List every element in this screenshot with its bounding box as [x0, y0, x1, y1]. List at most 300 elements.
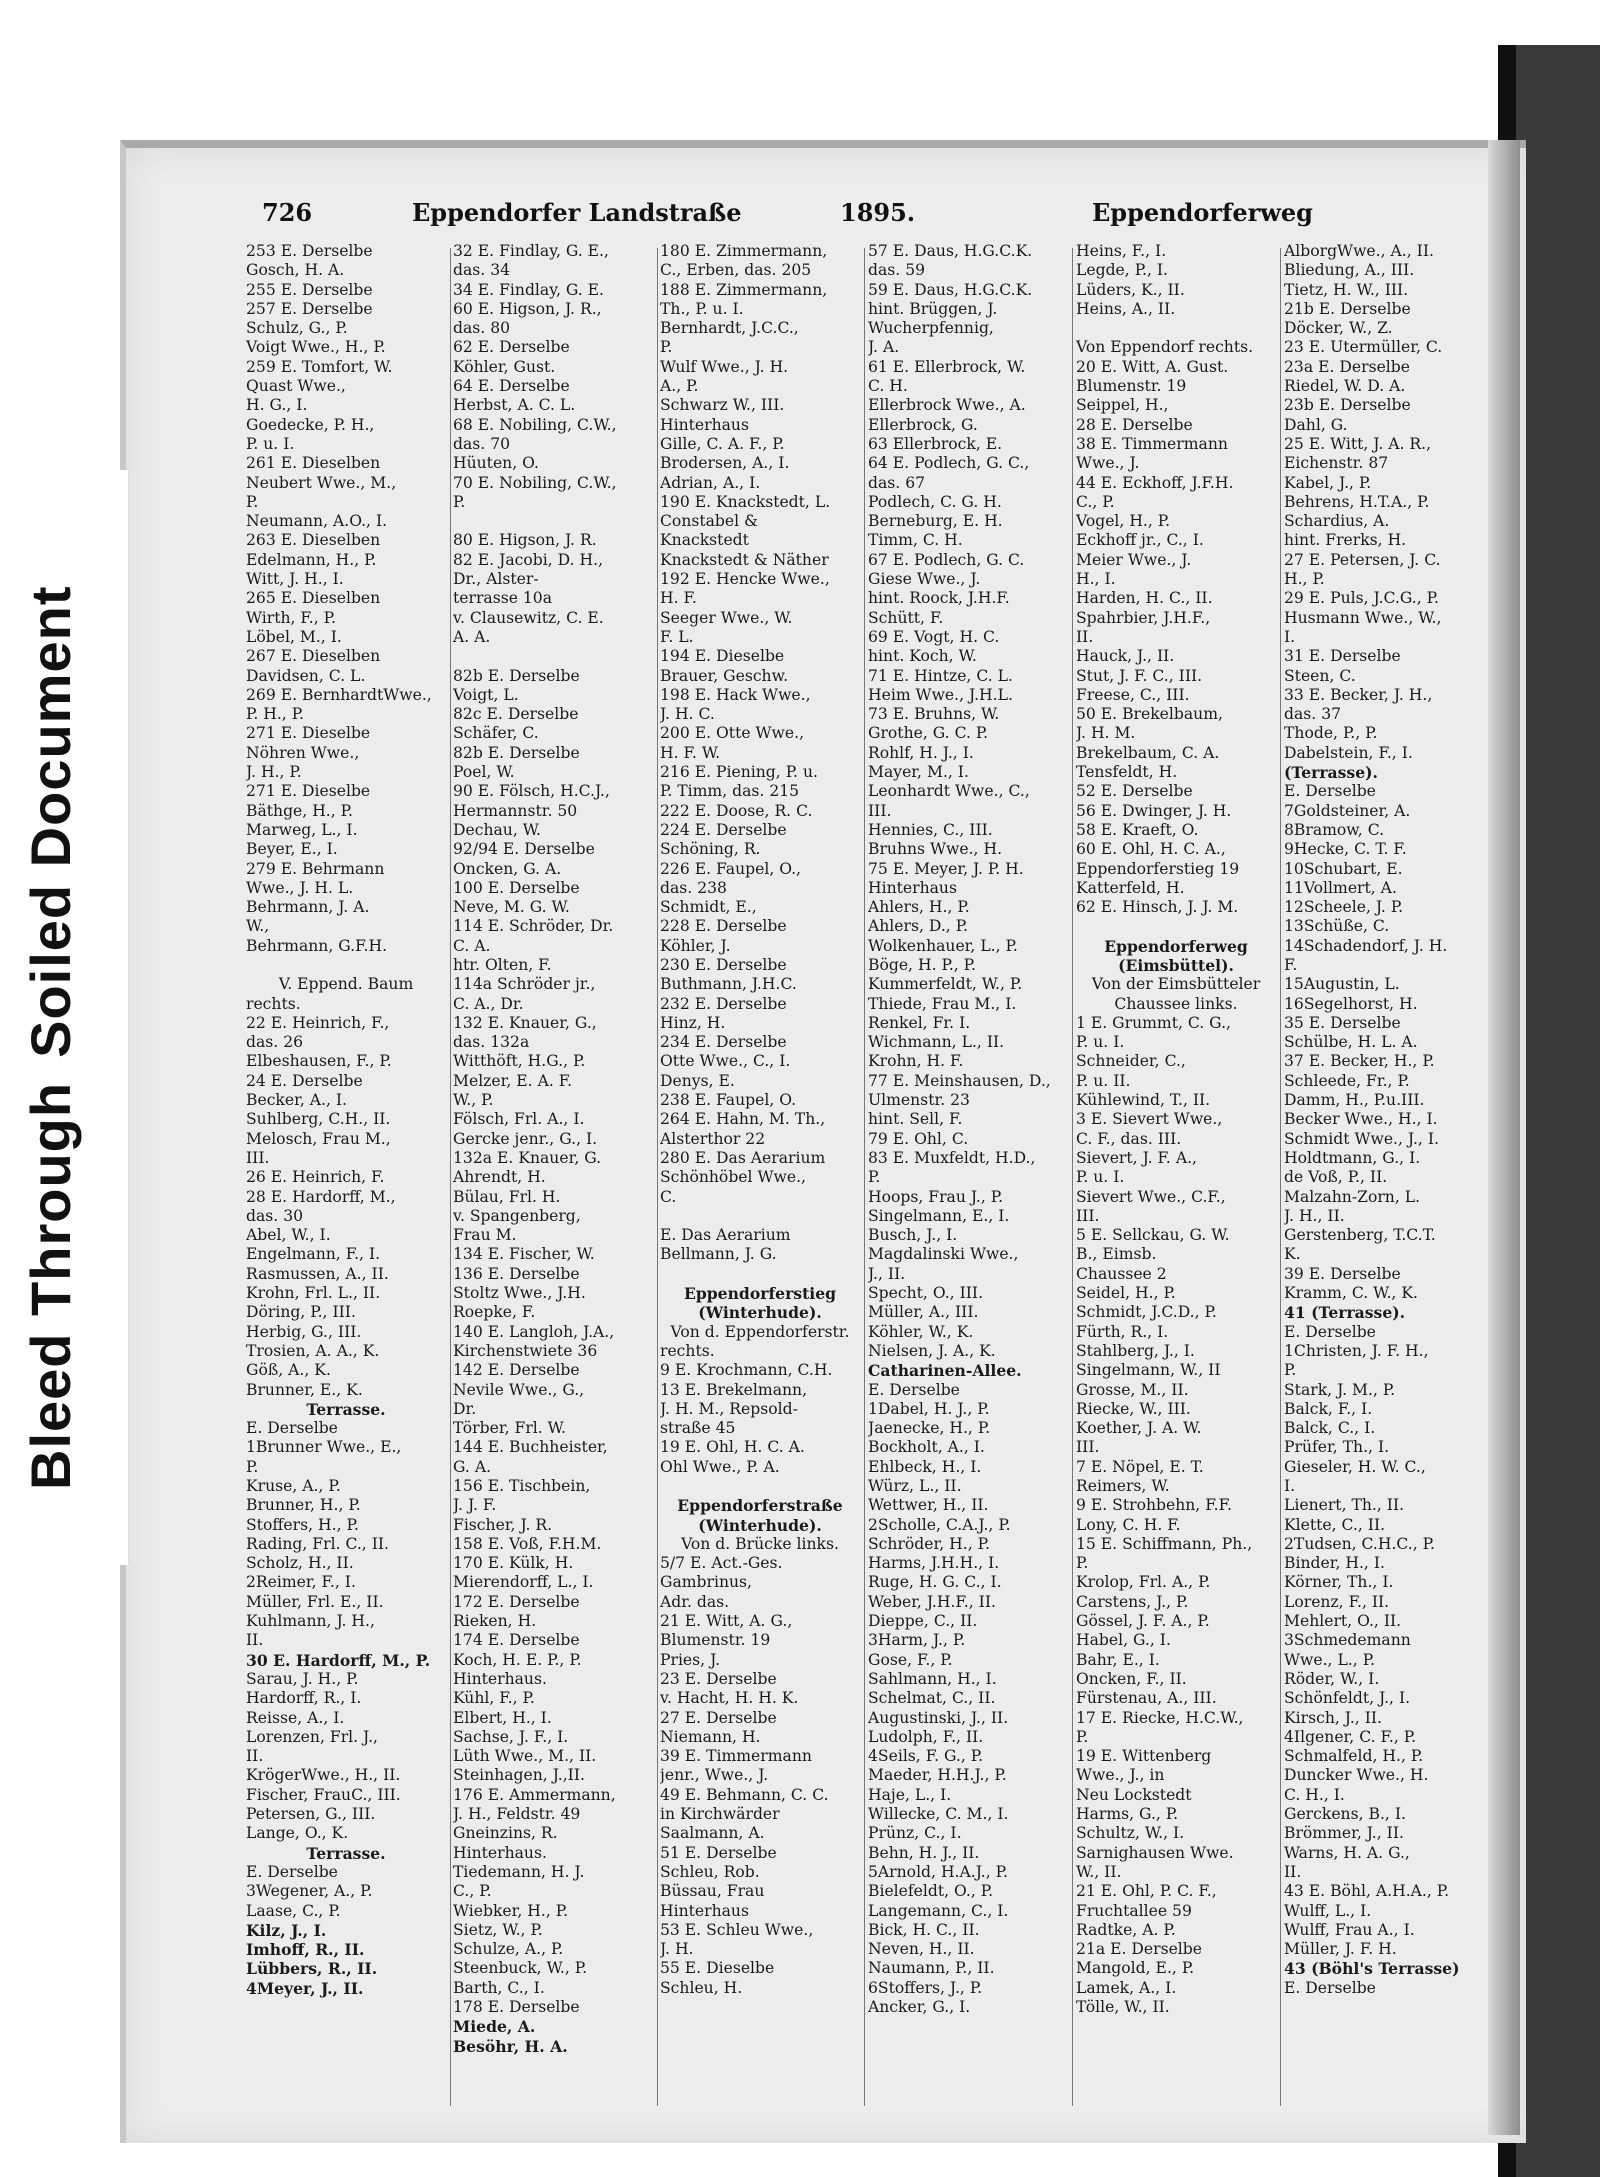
directory-entry: Hinz, H. [660, 1013, 726, 1032]
directory-entry: Schöning, R. [660, 840, 761, 859]
directory-entry: Wwe., J. H. L. [246, 878, 354, 897]
directory-entry: Katterfeld, H. [1076, 878, 1185, 897]
left-running-title: Eppendorfer Landstraße [412, 198, 742, 227]
directory-entry: Bruhns Wwe., H. [868, 840, 1003, 859]
directory-entry: 230 E. Derselbe [660, 955, 787, 974]
directory-entry: Prüfer, Th., I. [1284, 1438, 1390, 1457]
directory-entry [453, 512, 653, 531]
directory-entry: H. F. W. [660, 743, 721, 762]
directory-entry: P. [1076, 1727, 1089, 1746]
directory-entry: Busch, J., I. [868, 1226, 958, 1245]
directory-entry: Legde, P., I. [1076, 261, 1169, 280]
directory-entry: 39 E. Derselbe [1284, 1264, 1401, 1283]
directory-entry: Wettwer, H., II. [868, 1496, 989, 1515]
directory-entry: Niemann, H. [660, 1727, 761, 1746]
directory-entry: Chaussee 2 [1076, 1264, 1167, 1283]
directory-entry: Neve, M. G. W. [453, 898, 570, 917]
directory-entry: 52 E. Derselbe [1076, 782, 1193, 801]
directory-entry: 62 E. Derselbe [453, 338, 570, 357]
directory-entry: 21b E. Derselbe [1284, 299, 1411, 318]
directory-entry: Ahlers, D., P. [868, 917, 968, 936]
directory-entry: terrasse 10a [453, 589, 553, 608]
directory-entry: Lony, C. H. F. [1076, 1515, 1181, 1534]
directory-entry: das. 70 [453, 434, 511, 453]
directory-entry: Behrens, H.T.A., P. [1284, 492, 1430, 511]
directory-entry: Mierendorff, L., I. [453, 1573, 594, 1592]
directory-entry: Meier Wwe., J. [1076, 550, 1192, 569]
directory-entry: 190 E. Knackstedt, L. [660, 492, 831, 511]
directory-entry: Hinterhaus [868, 878, 957, 897]
directory-entry: Besöhr, H. A. [453, 2036, 568, 2056]
directory-entry: Mayer, M., I. [868, 763, 969, 782]
sticker-label [18, 586, 83, 1490]
directory-entry: 90 E. Fölsch, H.C.J., [453, 782, 610, 801]
directory-entry: Hinterhaus. [453, 1843, 547, 1862]
directory-entry: Schmalfeld, H., P. [1284, 1747, 1424, 1766]
directory-entry: Kühl, F., P. [453, 1689, 535, 1708]
directory-entry: Kirchenstwiete 36 [453, 1341, 598, 1360]
directory-entry: Löbel, M., I. [246, 627, 342, 646]
directory-entry: 60 E. Ohl, H. C. A., [1076, 840, 1226, 859]
directory-entry: (Eimsbüttel). [1118, 955, 1234, 975]
directory-entry: 5 E. Sellckau, G. W. [1076, 1226, 1230, 1245]
directory-entry: Poel, W. [453, 763, 515, 782]
directory-entry: Gambrinus, [660, 1573, 753, 1592]
directory-entry: Habel, G., I. [1076, 1631, 1171, 1650]
directory-entry: Riecke, W., III. [1076, 1399, 1191, 1418]
directory-entry: 114a Schröder jr., [453, 975, 596, 994]
directory-entry: C., P. [453, 1882, 492, 1901]
directory-entry: Schröder, H., P. [868, 1534, 990, 1553]
directory-entry: 136 E. Derselbe [453, 1264, 580, 1283]
directory-entry: 271 E. Dieselbe [246, 724, 371, 743]
directory-entry: Leonhardt Wwe., C., [868, 782, 1030, 801]
directory-entry: 64 E. Podlech, G. C., [868, 454, 1030, 473]
directory-entry: Wulf Wwe., J. H. [660, 357, 789, 376]
directory-entry: E. Das Aerarium [660, 1226, 791, 1245]
directory-entry: 63 Ellerbrock, E. [868, 434, 1003, 453]
directory-entry: Malzahn-Zorn, L. [1284, 1187, 1421, 1206]
column-2 [453, 242, 653, 2122]
directory-entry: J. H. M. [1076, 724, 1136, 743]
directory-entry: das. 30 [246, 1206, 304, 1225]
directory-entry: Ancker, G., I. [868, 1998, 971, 2017]
directory-entry: P. u. II. [1076, 1071, 1131, 1090]
directory-entry: Fruchtallee 59 [1076, 1901, 1192, 1920]
directory-entry: Göß, A., K. [246, 1361, 331, 1380]
directory-entry: Ludolph, F., II. [868, 1727, 984, 1746]
directory-entry: 27 E. Derselbe [660, 1708, 777, 1727]
directory-entry: 3Wegener, A., P. [246, 1882, 373, 1901]
directory-entry: Neumann, A.O., I. [246, 512, 388, 531]
directory-entry: Suhlberg, C.H., II. [246, 1110, 391, 1129]
directory-entry: Roepke, F. [453, 1303, 536, 1322]
directory-entry: 7 E. Nöpel, E. T. [1076, 1457, 1204, 1476]
directory-entry: 198 E. Hack Wwe., [660, 685, 811, 704]
directory-entry: hint. Roock, J.H.F. [868, 589, 1010, 608]
directory-entry: 37 E. Becker, H., P. [1284, 1052, 1435, 1071]
directory-entry: Otte Wwe., C., I. [660, 1052, 791, 1071]
directory-entry: Nöhren Wwe., [246, 743, 360, 762]
directory-entry: 4Meyer, J., II. [246, 1978, 364, 1998]
directory-entry: P. [246, 492, 259, 511]
directory-entry: II. [246, 1747, 264, 1766]
directory-entry: Schmidt, J.C.D., P. [1076, 1303, 1217, 1322]
directory-entry: Wulff, Frau A., I. [1284, 1920, 1415, 1939]
directory-entry: 1 E. Grummt, C. G., [1076, 1013, 1231, 1032]
directory-entry: Kirsch, J., II. [1284, 1708, 1382, 1727]
directory-entry: in Kirchwärder [660, 1805, 780, 1824]
directory-entry: 19 E. Ohl, H. C. A. [660, 1438, 805, 1457]
directory-entry: 132a E. Knauer, G. [453, 1148, 602, 1167]
right-running-title: Eppendorferweg [1092, 198, 1313, 227]
directory-entry: Beyer, E., I. [246, 840, 338, 859]
directory-entry: G. A. [453, 1457, 492, 1476]
directory-entry: Schardius, A. [1284, 512, 1390, 531]
directory-entry: Knackstedt [660, 531, 749, 550]
directory-entry: Magdalinski Wwe., [868, 1245, 1019, 1264]
directory-entry: E. Derselbe [1284, 1978, 1376, 1997]
directory-entry: Schönhöbel Wwe., [660, 1168, 806, 1187]
directory-entry: Schleu, H. [660, 1978, 743, 1997]
directory-entry: 265 E. Dieselben [246, 589, 381, 608]
directory-entry: 2Reimer, F., I. [246, 1573, 356, 1592]
column-6 [1284, 242, 1466, 2122]
directory-entry: 75 E. Meyer, J. P. H. [868, 859, 1024, 878]
directory-entry: Würz, L., II. [868, 1477, 962, 1495]
directory-entry: Elbeshausen, F., P. [246, 1052, 392, 1071]
directory-entry: Davidsen, C. L. [246, 666, 366, 685]
directory-entry: Krolop, Frl. A., P. [1076, 1573, 1211, 1592]
directory-entry: J. H., II. [1284, 1206, 1345, 1225]
directory-entry: Nevile Wwe., G., [453, 1380, 585, 1399]
directory-entry: Steinhagen, J.,II. [453, 1766, 585, 1785]
directory-entry: 49 E. Behmann, C. C. [660, 1785, 829, 1804]
directory-entry: Petersen, G., III. [246, 1805, 376, 1824]
directory-entry: H., I. [1076, 570, 1116, 589]
directory-entry: Jaenecke, H., P. [868, 1419, 991, 1438]
directory-entry: Kühlewind, T., II. [1076, 1091, 1211, 1110]
directory-entry: Behrmann, G.F.H. [246, 936, 388, 955]
directory-entry: Specht, O., III. [868, 1284, 984, 1303]
directory-entry: 55 E. Dieselbe [660, 1959, 775, 1978]
directory-entry: Behrmann, J. A. [246, 898, 370, 917]
directory-entry: Schelmat, C., II. [868, 1689, 996, 1708]
directory-entry: Binder, H., I. [1284, 1554, 1385, 1573]
directory-entry: Kabel, J., P. [1284, 473, 1372, 492]
directory-entry: 194 E. Dieselbe [660, 647, 785, 666]
directory-entry: Heins, F., I. [1076, 242, 1167, 260]
directory-entry: Renkel, Fr. I. [868, 1013, 971, 1032]
directory-entry: 21 E. Ohl, P. C. F., [1076, 1882, 1217, 1901]
directory-entry: Radtke, A. P. [1076, 1920, 1176, 1939]
directory-entry: Döcker, W., Z. [1284, 319, 1393, 338]
directory-entry: 172 E. Derselbe [453, 1592, 580, 1611]
directory-entry: Hardorff, R., I. [246, 1689, 362, 1708]
directory-entry: Adrian, A., I. [660, 473, 761, 492]
directory-entry: P. H., P. [246, 705, 305, 724]
directory-entry: B., Eimsb. [1076, 1245, 1157, 1264]
directory-entry: Adr. das. [660, 1592, 730, 1611]
directory-entry: P. u. I. [1076, 1168, 1125, 1187]
directory-entry: Bernhardt, J.C.C., [660, 319, 799, 338]
directory-entry: Eichenstr. 87 [1284, 454, 1389, 473]
directory-entry: 228 E. Derselbe [660, 917, 787, 936]
directory-entry: Sarnighausen Wwe. [1076, 1843, 1234, 1862]
directory-entry: Brunner, H., P. [246, 1496, 361, 1515]
directory-entry: Lienert, Th., II. [1284, 1496, 1405, 1515]
directory-entry: P. [246, 1457, 259, 1476]
directory-entry: 23b E. Derselbe [1284, 396, 1411, 415]
directory-entry: Eppendorferstraße [677, 1496, 843, 1516]
directory-entry: 192 E. Hencke Wwe., [660, 570, 830, 589]
directory-entry: 92/94 E. Derselbe [453, 840, 595, 859]
directory-entry: 156 E. Tischbein, [453, 1477, 591, 1495]
directory-entry: 19 E. Wittenberg [1076, 1747, 1212, 1766]
directory-entry: C. A., Dr. [453, 994, 524, 1013]
directory-entry: Kramm, C. W., K. [1284, 1284, 1418, 1303]
directory-entry: C. F., das. III. [1076, 1129, 1182, 1148]
directory-entry: 64 E. Derselbe [453, 377, 570, 396]
directory-entry: (Winterhude). [698, 1303, 822, 1323]
directory-entry: J. A. [868, 338, 900, 357]
directory-entry: 58 E. Kraeft, O. [1076, 820, 1199, 839]
directory-entry: 59 E. Daus, H.G.C.K. [868, 280, 1033, 299]
directory-entry: Lorenz, F., II. [1284, 1592, 1390, 1611]
directory-entry: Müller, J. F. H. [1284, 1940, 1397, 1959]
directory-entry: Knackstedt & Näther [660, 550, 829, 569]
directory-entry: H. F. [660, 589, 697, 608]
directory-entry: Alsterthor 22 [660, 1129, 766, 1148]
directory-entry: Bockholt, A., I. [868, 1438, 985, 1457]
directory-entry: 7Goldsteiner, A. [1284, 801, 1411, 820]
directory-entry: 134 E. Fischer, W. [453, 1245, 595, 1264]
directory-entry: E. Derselbe [246, 1862, 338, 1881]
directory-entry: 60 E. Higson, J. R., [453, 299, 602, 318]
directory-entry: 24 E. Derselbe [246, 1071, 363, 1090]
directory-entry: 224 E. Derselbe [660, 820, 787, 839]
directory-entry: 33 E. Becker, J. H., [1284, 685, 1433, 704]
directory-entry: das. 238 [660, 878, 727, 897]
directory-entry: 222 E. Doose, R. C. [660, 801, 813, 820]
directory-entry: Augustinski, J., II. [868, 1708, 1009, 1727]
directory-entry: KrögerWwe., H., II. [246, 1766, 401, 1785]
directory-entry: 43 (Böhl's Terrasse) [1284, 1959, 1460, 1979]
directory-entry: 4Ilgener, C. F., P. [1284, 1727, 1417, 1746]
directory-entry: Giese Wwe., J. [868, 570, 981, 589]
directory-entry: Wolkenhauer, L., P. [868, 936, 1018, 955]
directory-entry: Brauer, Geschw. [660, 666, 789, 685]
directory-entry: de Voß, P., II. [1284, 1168, 1388, 1187]
directory-entry: Seeger Wwe., W. [660, 608, 793, 627]
directory-entry: Gerckens, B., I. [1284, 1805, 1406, 1824]
directory-entry: 238 E. Faupel, O. [660, 1091, 797, 1110]
directory-entry: III. [246, 1148, 270, 1167]
directory-entry: 279 E. Behrmann [246, 859, 385, 878]
directory-entry: 38 E. Timmermann [1076, 434, 1228, 453]
directory-entry: Willecke, C. M., I. [868, 1805, 1009, 1824]
directory-entry: 23a E. Derselbe [1284, 357, 1411, 376]
directory-entry: 82b E. Derselbe [453, 666, 580, 685]
directory-entry: 188 E. Zimmermann, [660, 280, 828, 299]
directory-entry: Lange, O., K. [246, 1824, 349, 1843]
directory-entry: Melosch, Frau M., [246, 1129, 391, 1148]
directory-entry: 71 E. Hintze, C. L. [868, 666, 1013, 685]
directory-entry: 257 E. Derselbe [246, 299, 373, 318]
directory-entry: Klette, C., II. [1284, 1515, 1386, 1534]
directory-entry: Tiedemann, H. J. [453, 1862, 585, 1881]
directory-entry: hint. Frerks, H. [1284, 531, 1407, 550]
directory-entry: 53 E. Schleu Wwe., [660, 1920, 814, 1939]
directory-entry: Imhoff, R., II. [246, 1940, 365, 1960]
directory-entry: Lüders, K., II. [1076, 280, 1185, 299]
directory-entry: Ellerbrock, G. [868, 415, 978, 434]
directory-entry: Rohlf, H. J., I. [868, 743, 974, 762]
directory-entry: 9 E. Strohbehn, F.F. [1076, 1496, 1232, 1515]
directory-entry: P. u. I. [1076, 1033, 1125, 1052]
directory-entry: 253 E. Derselbe [246, 242, 373, 260]
directory-entry: Becker, A., I. [246, 1091, 348, 1110]
directory-entry: 200 E. Otte Wwe., [660, 724, 805, 743]
directory-entry: Wichmann, L., II. [868, 1033, 1005, 1052]
directory-entry: Neven, H., II. [868, 1940, 975, 1959]
directory-entry: 21 E. Witt, A. G., [660, 1612, 793, 1631]
directory-entry: Dabelstein, F., I. [1284, 743, 1413, 762]
directory-entry: Wulff, L., I. [1284, 1901, 1372, 1920]
directory-entry: (Winterhude). [698, 1515, 822, 1535]
directory-entry: Koch, H. E. P., P. [453, 1650, 582, 1669]
directory-entry: F. L. [660, 627, 694, 646]
directory-entry: Tölle, W., II. [1076, 1998, 1170, 2017]
directory-entry: Wucherpfennig, [868, 319, 994, 338]
directory-entry: 43 E. Böhl, A.H.A., P. [1284, 1882, 1450, 1901]
directory-entry: Rieken, H. [453, 1612, 537, 1631]
directory-entry: W., P. [453, 1091, 494, 1110]
directory-entry: 1Christen, J. F. H., [1284, 1341, 1429, 1360]
directory-entry: Husmann Wwe., W., [1284, 608, 1442, 627]
directory-entry: 28 E. Hardorff, M., [246, 1187, 396, 1206]
directory-entry: Stoltz Wwe., J.H. [453, 1284, 586, 1303]
directory-entry: A. A. [453, 627, 491, 646]
directory-entry: 57 E. Daus, H.G.C.K. [868, 242, 1033, 260]
directory-entry: Holdtmann, G., I. [1284, 1148, 1421, 1167]
directory-entry: das. 34 [453, 261, 511, 280]
directory-entry: P. [1284, 1361, 1297, 1380]
directory-entry: Bliedung, A., III. [1284, 261, 1415, 280]
directory-entry: Mangold, E., P. [1076, 1959, 1195, 1978]
directory-entry: Koether, J. A. W. [1076, 1419, 1202, 1438]
directory-entry: 12Scheele, J. P. [1284, 898, 1404, 917]
directory-entry: P. [660, 338, 673, 357]
directory-entry: rechts. [246, 994, 301, 1013]
directory-entry: 13 E. Brekelmann, [660, 1380, 808, 1399]
directory-entry: 10Schubart, E. [1284, 859, 1403, 878]
directory-entry [660, 1477, 860, 1496]
directory-entry: Gieseler, H. W. C., [1284, 1457, 1426, 1476]
directory-entry: 259 E. Tomfort, W. [246, 357, 393, 376]
directory-entry: Bick, H. C., II. [868, 1920, 980, 1939]
directory-entry: 22 E. Heinrich, F., [246, 1013, 390, 1032]
directory-entry: 9 E. Krochmann, C.H. [660, 1361, 833, 1380]
directory-entry: Nielsen, J. A., K. [868, 1341, 996, 1360]
directory-entry: Krohn, Frl. L., II. [246, 1284, 381, 1303]
directory-entry: 3Schmedemann [1284, 1631, 1411, 1650]
directory-entry: v. Clausewitz, C. E. [453, 608, 604, 627]
directory-entry: Schmidt, E., [660, 898, 757, 917]
directory-entry: Blumenstr. 19 [660, 1631, 771, 1650]
directory-entry: 70 E. Nobiling, C.W., [453, 473, 617, 492]
directory-entry: Voigt Wwe., H., P. [246, 338, 386, 357]
directory-entry: Köhler, Gust. [453, 357, 556, 376]
directory-entry: J. J. F. [453, 1496, 497, 1515]
directory-entry: Saalmann, A. [660, 1824, 765, 1843]
directory-entry: Böge, H. P., P. [868, 955, 976, 974]
directory-entry: 23 E. Derselbe [660, 1669, 777, 1688]
column-4 [868, 242, 1068, 2122]
directory-entry: Abel, W., I. [246, 1226, 331, 1245]
directory-entry: II. [246, 1631, 264, 1650]
directory-entry: Wwe., J. [1076, 454, 1140, 473]
page-number: 726 [262, 198, 313, 227]
directory-entry: das. 59 [868, 261, 926, 280]
directory-entry: Lüth Wwe., M., II. [453, 1747, 597, 1766]
directory-entry: 3Harm, J., P. [868, 1631, 966, 1650]
directory-entry: Schülbe, H. L. A. [1284, 1033, 1418, 1052]
directory-entry: Ahlers, H., P. [868, 898, 970, 917]
directory-entry: Hüuten, O. [453, 454, 539, 473]
directory-entry: Röder, W., I. [1284, 1669, 1380, 1688]
directory-entry: 176 E. Ammermann, [453, 1785, 616, 1804]
directory-entry: Stut, J. F. C., III. [1076, 666, 1203, 685]
directory-entry: Müller, A., III. [868, 1303, 979, 1322]
directory-entry: Timm, C. H. [868, 531, 963, 550]
directory-entry: 26 E. Heinrich, F. [246, 1168, 385, 1187]
directory-entry: 68 E. Nobiling, C.W., [453, 415, 617, 434]
directory-entry: Gercke jenr., G., I. [453, 1129, 598, 1148]
directory-entry: Schäfer, C. [453, 724, 539, 743]
directory-entry: 100 E. Derselbe [453, 878, 580, 897]
directory-entry: Denys, E. [660, 1071, 735, 1090]
directory-entry: 132 E. Knauer, G., [453, 1013, 597, 1032]
directory-entry: Spahrbier, J.H.F., [1076, 608, 1211, 627]
directory-entry: Harden, H. C., II. [1076, 589, 1213, 608]
directory-entry: Brekelbaum, C. A. [1076, 743, 1220, 762]
directory-entry: 23 E. Utermüller, C. [1284, 338, 1443, 357]
directory-entry: Vogel, H., P. [1076, 512, 1171, 531]
directory-entry: II. [1284, 1862, 1302, 1881]
directory-entry: v. Hacht, H. H. K. [660, 1689, 799, 1708]
directory-entry: Wwe., L., P. [1284, 1650, 1375, 1669]
directory-entry: Reimers, W. [1076, 1477, 1170, 1495]
directory-entry: P. [868, 1168, 881, 1187]
directory-entry: hint. Sell, F. [868, 1110, 963, 1129]
directory-entry: Sietz, W., P. [453, 1920, 543, 1939]
directory-entry: Büssau, Frau [660, 1882, 765, 1901]
directory-entry: 21a E. Derselbe [1076, 1940, 1203, 1959]
directory-entry: E. Derselbe [1284, 782, 1376, 801]
directory-entry: Langemann, C., I. [868, 1901, 1009, 1920]
directory-entry: Warns, H. A. G., [1284, 1843, 1410, 1862]
directory-entry: 140 E. Langloh, J.A., [453, 1322, 615, 1341]
directory-entry: 5/7 E. Act.-Ges. [660, 1554, 783, 1573]
directory-entry: 8Bramow, C. [1284, 820, 1385, 839]
directory-entry: Hauck, J., II. [1076, 647, 1175, 666]
directory-entry: Dr., Alster- [453, 570, 539, 589]
directory-entry: 30 E. Hardorff, M., P. [246, 1650, 431, 1670]
directory-entry: Reisse, A., I. [246, 1708, 345, 1727]
directory-entry: Bielefeldt, O., P. [868, 1882, 994, 1901]
directory-entry: Schleu, Rob. [660, 1862, 760, 1881]
